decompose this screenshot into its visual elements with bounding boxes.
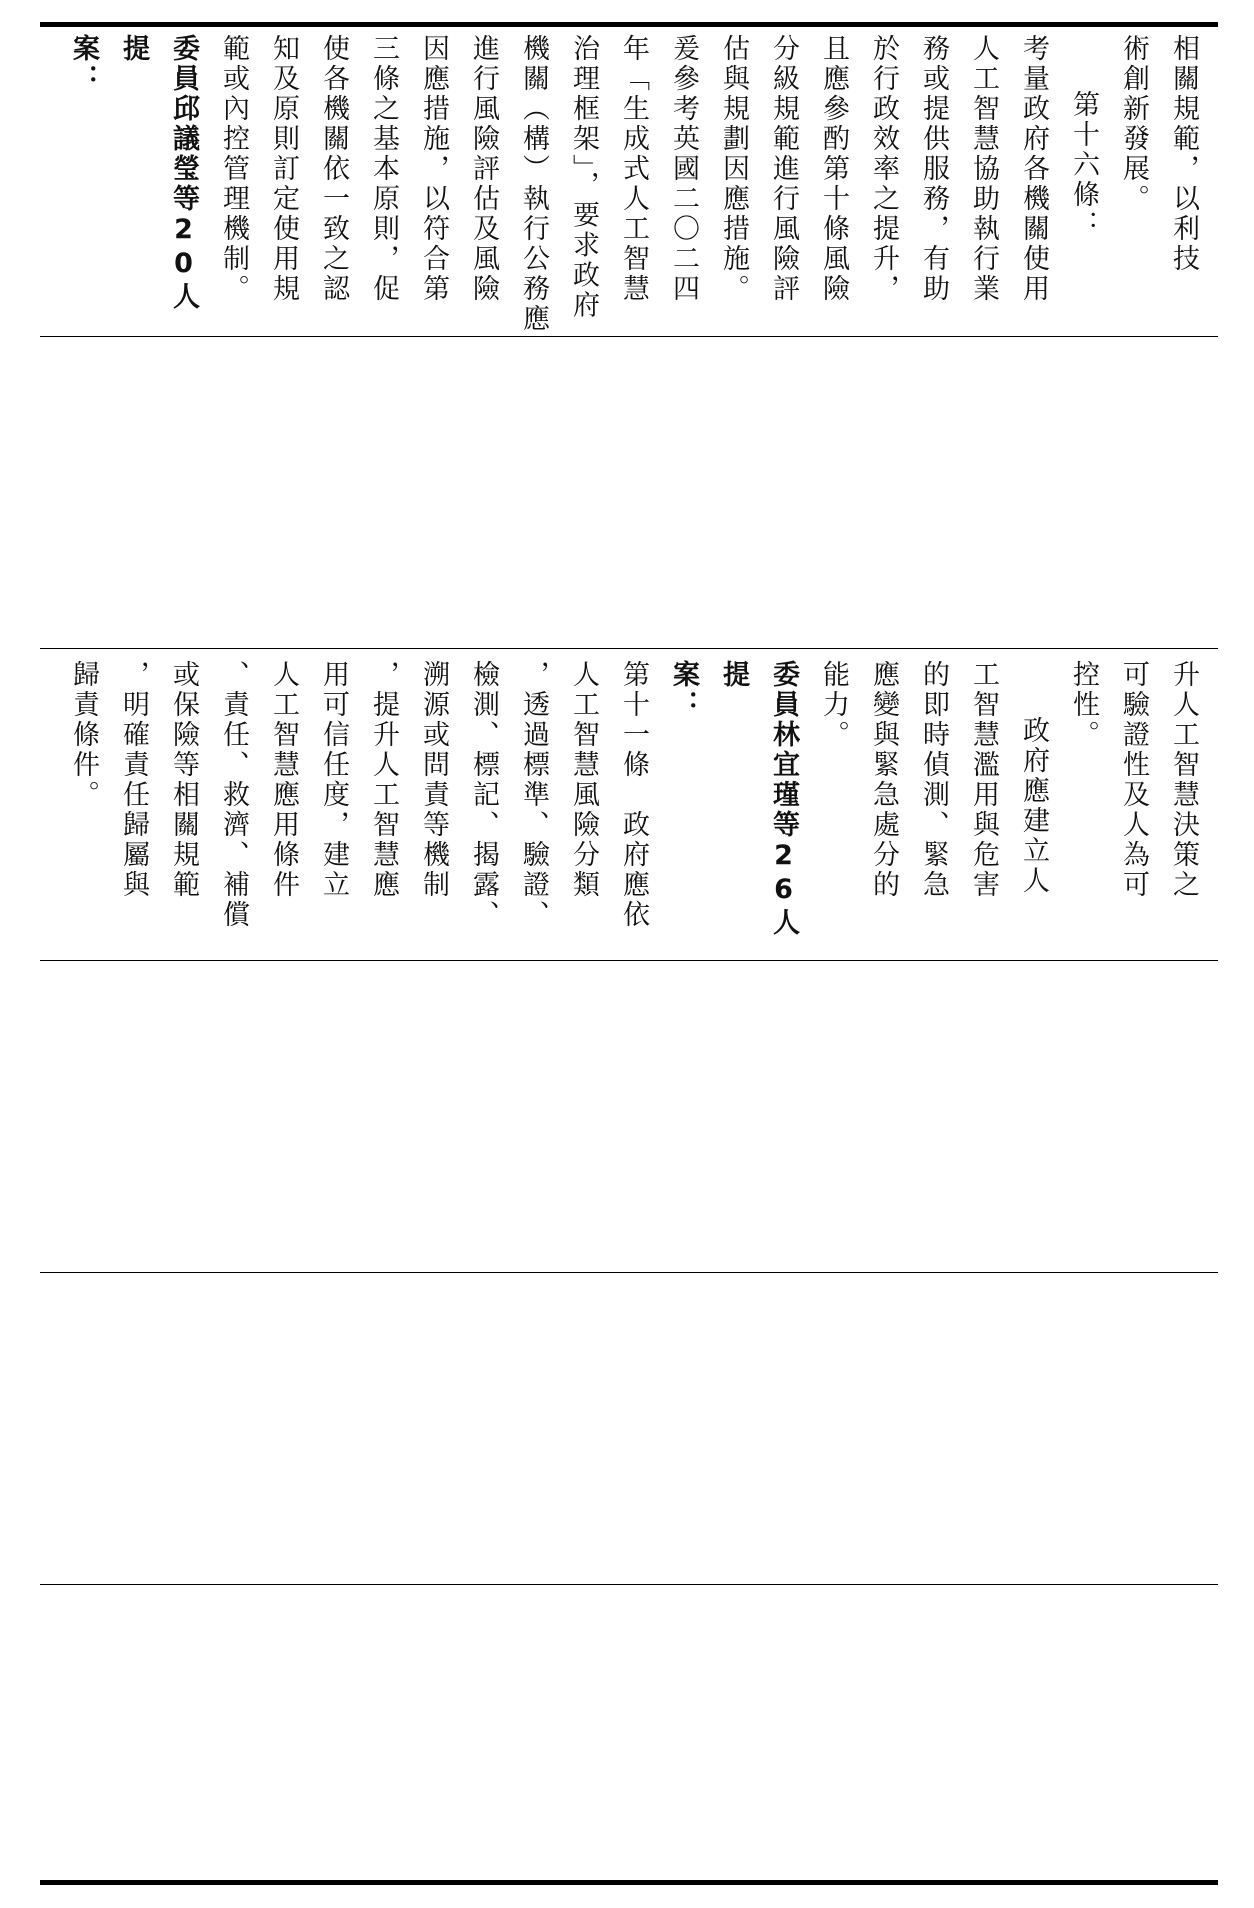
cell2-line: 能力。 bbox=[818, 660, 849, 750]
cell1-line: 知及原則訂定使用規 bbox=[268, 34, 299, 304]
row-divider-4 bbox=[40, 1272, 1218, 1273]
cell-1-vertical-text bbox=[58, 34, 1208, 334]
cell1-line: 因應措施，以符合第 bbox=[418, 34, 449, 304]
cell2-line: 升人工智慧決策之 bbox=[1168, 660, 1199, 900]
cell2-line: ，透過標準、驗證、 bbox=[518, 660, 549, 930]
row-divider-3 bbox=[40, 960, 1218, 961]
cell1-line: 務或提供服務，有助 bbox=[918, 34, 949, 304]
cell1-line: 案： bbox=[68, 34, 99, 94]
cell2-line: 溯源或問責等機制 bbox=[418, 660, 449, 900]
cell1-line: 相關規範，以利技 bbox=[1168, 34, 1199, 274]
cell2-line: 人工智慧應用條件 bbox=[268, 660, 299, 900]
cell1-line: 年「生成式人工智慧 bbox=[618, 34, 649, 304]
top-thick-rule bbox=[40, 22, 1218, 27]
row-divider-5 bbox=[40, 1584, 1218, 1585]
cell2-line: 第十一條 政府應依 bbox=[618, 660, 649, 930]
cell2-line: 控性。 bbox=[1068, 660, 1099, 750]
cell1-line: 第十六條： bbox=[1068, 90, 1099, 240]
cell2-line: 用可信任度，建立 bbox=[318, 660, 349, 900]
cell2-line: 案： bbox=[668, 660, 699, 720]
cell1-line: 機關（構）執行公務應 bbox=[518, 34, 549, 334]
text-cell-2 bbox=[58, 660, 1199, 960]
cell2-line: 或保險等相關規範 bbox=[168, 660, 199, 900]
cell1-line: 人工智慧協助執行業 bbox=[968, 34, 999, 304]
bottom-thick-rule bbox=[40, 1880, 1218, 1885]
cell2-line: 政府應建立人 bbox=[1018, 716, 1049, 896]
row-divider-2 bbox=[40, 648, 1218, 649]
cell1-line: 術創新發展。 bbox=[1118, 34, 1149, 214]
cell1-line: 考量政府各機關使用 bbox=[1018, 34, 1049, 304]
text-cell-1 bbox=[58, 34, 1199, 334]
cell2-line: 人工智慧風險分類 bbox=[568, 660, 599, 900]
cell1-line: 範或內控管理機制。 bbox=[218, 34, 249, 304]
cell2-line: 檢測、標記、揭露、 bbox=[468, 660, 499, 930]
cell2-line: ，提升人工智慧應 bbox=[368, 660, 399, 900]
row-divider-1 bbox=[40, 336, 1218, 337]
cell1-line: 且應參酌第十條風險 bbox=[818, 34, 849, 304]
cell-2-vertical-text bbox=[58, 660, 1208, 960]
cell2-line: ，明確責任歸屬與 bbox=[118, 660, 149, 900]
cell1-line: 進行風險評估及風險 bbox=[468, 34, 499, 304]
cell2-line: 工智慧濫用與危害 bbox=[968, 660, 999, 900]
cell2-line: 可驗證性及人為可 bbox=[1118, 660, 1149, 900]
cell2-line: 、責任、救濟、補償 bbox=[218, 660, 249, 930]
cell1-line: 三條之基本原則，促 bbox=[368, 34, 399, 304]
cell1-line: 估與規劃因應措施。 bbox=[718, 34, 749, 304]
cell1-line: 分級規範進行風險評 bbox=[768, 34, 799, 304]
cell2-line: 應變與緊急處分的 bbox=[868, 660, 899, 900]
cell1-line: 治理框架」，要求政府 bbox=[568, 34, 599, 321]
cell2-line: 委員林宜瑾等26人提 bbox=[718, 660, 799, 938]
cell1-line: 爰參考英國二〇二四 bbox=[668, 34, 699, 304]
cell2-line: 歸責條件。 bbox=[68, 660, 99, 810]
cell2-line: 的即時偵測、緊急 bbox=[918, 660, 949, 900]
cell1-line: 使各機關依一致之認 bbox=[318, 34, 349, 304]
cell1-line: 委員邱議瑩等20人提 bbox=[118, 34, 199, 312]
cell1-line: 於行政效率之提升， bbox=[868, 34, 899, 304]
